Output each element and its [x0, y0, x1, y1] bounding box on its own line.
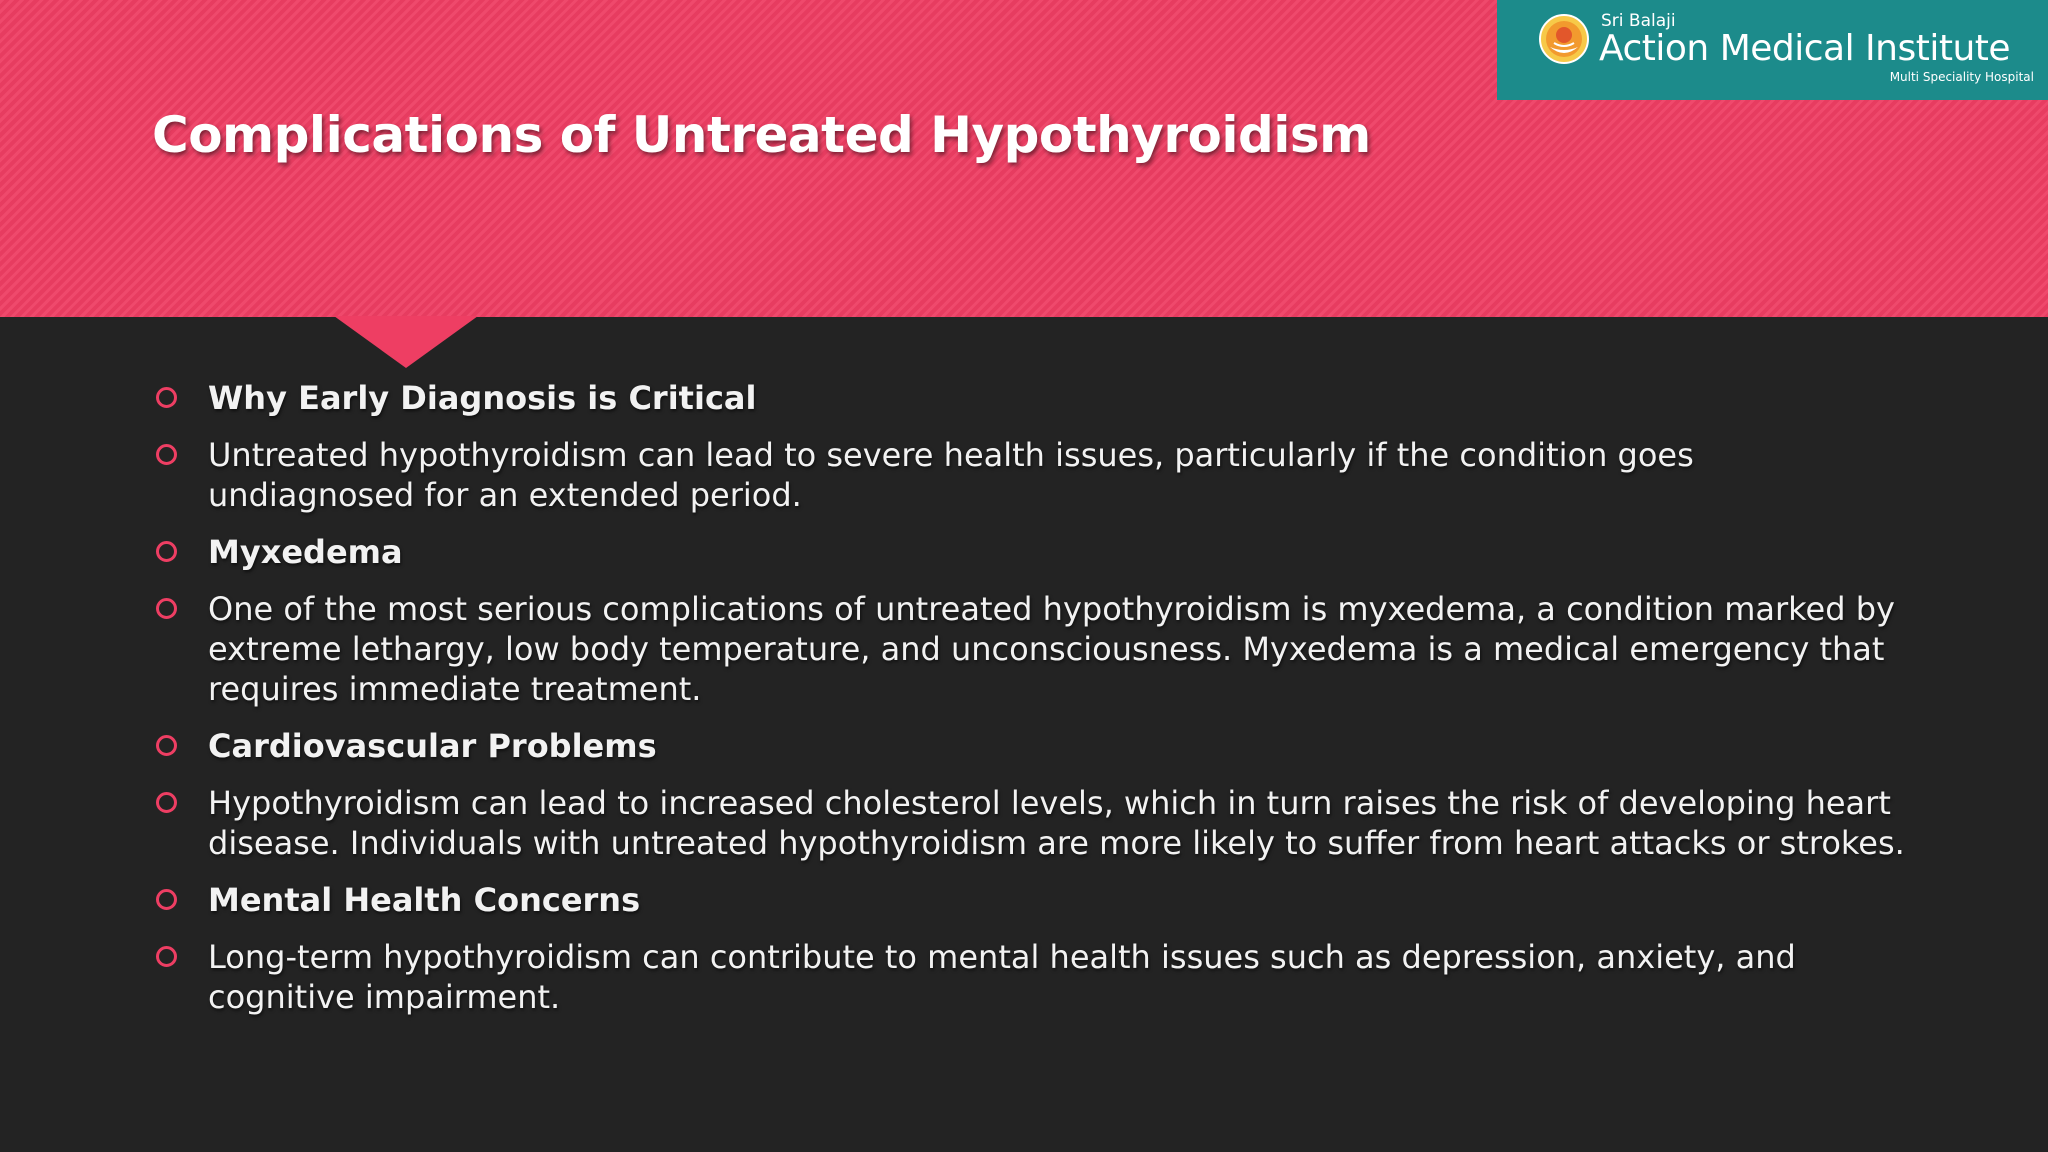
ring-bullet-icon [156, 444, 177, 465]
logo-line-top: Sri Balaji [1601, 11, 1676, 31]
bullet-text: Untreated hypothyroidism can lead to severe health issues, particularly if the condition goes undiagnosed for an extended period. [208, 436, 1694, 514]
bullet-body-myxedema [150, 589, 1910, 709]
bullet-heading-myxedema [150, 532, 1910, 572]
bullet-text: Long-term hypothyroidism can contribute to mental health issues such as depression, anxiety, and cognitive impairment. [208, 938, 1796, 1016]
bullet-heading-cardiovascular [150, 726, 1910, 766]
bullet-body-mental-health [150, 937, 1910, 1017]
slide-title: Complications of Untreated Hypothyroidism [152, 106, 1371, 164]
bullet-body-cardiovascular [150, 783, 1910, 863]
hospital-emblem-icon [1538, 13, 1590, 65]
ring-bullet-icon [156, 541, 177, 562]
bullet-text: Mental Health Concerns [208, 881, 641, 919]
bullet-text: Why Early Diagnosis is Critical [208, 379, 757, 417]
logo-line-main: Action Medical Institute [1599, 28, 2011, 69]
ring-bullet-icon [156, 946, 177, 967]
bullet-heading-mental-health [150, 880, 1910, 920]
ring-bullet-icon [156, 387, 177, 408]
bullet-text: Myxedema [208, 533, 403, 571]
ring-bullet-icon [156, 735, 177, 756]
bullet-text: Cardiovascular Problems [208, 727, 657, 765]
header-notch [334, 316, 478, 368]
bullet-text: Hypothyroidism can lead to increased cholesterol levels, which in turn raises the risk of developing heart disease. Individuals with untreated hypothyroidism are more likely to suffer from heart attacks or strokes. [208, 784, 1905, 862]
ring-bullet-icon [156, 792, 177, 813]
bullet-body-early-diagnosis [150, 435, 1910, 515]
bullet-heading-early-diagnosis [150, 378, 1910, 418]
ring-bullet-icon [156, 598, 177, 619]
ring-bullet-icon [156, 889, 177, 910]
logo-line-sub: Multi Speciality Hospital [1889, 70, 2034, 84]
hospital-logo [1497, 0, 2048, 100]
bullet-list [150, 378, 1910, 1034]
bullet-text: One of the most serious complications of untreated hypothyroidism is myxedema, a condition marked by extreme lethargy, low body temperature, and unconsciousness. Myxedema is a medical emergency that requires immediate treatment. [208, 590, 1895, 708]
